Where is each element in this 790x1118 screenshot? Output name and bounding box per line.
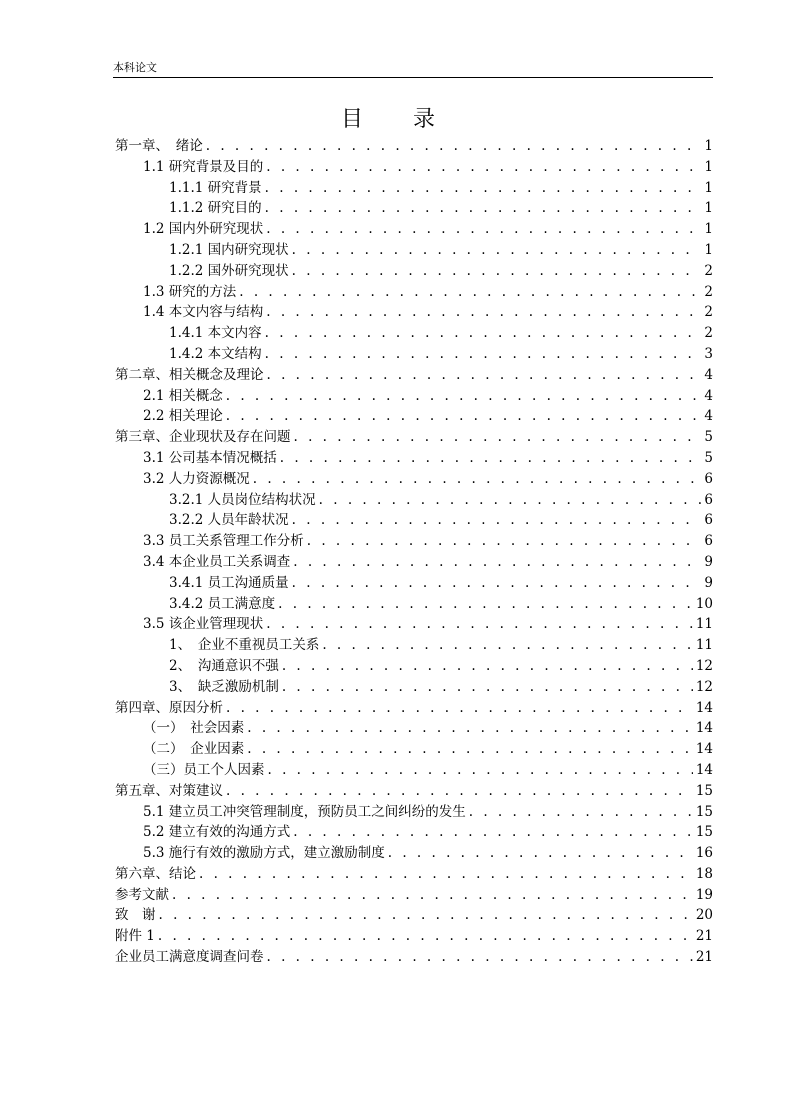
toc-entry-page: 9 [704, 574, 713, 591]
toc-entry-label: 1.2.2 国外研究现状 [169, 262, 289, 279]
toc-entry[interactable] [115, 219, 713, 240]
toc-entry-page: 14 [695, 720, 713, 737]
toc-leader-dots [266, 157, 701, 178]
toc-leader-dots [159, 905, 693, 926]
toc-leader-dots [226, 781, 693, 802]
toc-entry[interactable] [115, 573, 713, 594]
toc-leader-dots [265, 178, 702, 199]
toc-entry-page: 18 [695, 865, 713, 882]
toc-entry-label: 1.1 研究背景及目的 [143, 158, 264, 175]
toc-entry[interactable] [115, 594, 713, 615]
toc-leader-dots [265, 323, 702, 344]
toc-entry-label: 参考文献 [115, 886, 169, 903]
toc-entry[interactable] [115, 760, 713, 781]
toc-leader-dots [158, 926, 693, 947]
toc-entry[interactable] [115, 677, 713, 698]
toc-entry[interactable] [115, 614, 713, 635]
toc-entry-page: 16 [695, 845, 713, 862]
toc-entry-label: （一） 社会因素 [143, 720, 245, 737]
toc-entry-label: 3.2 人力资源概况 [143, 470, 250, 487]
toc-entry-label: 第六章、结论 [115, 865, 196, 882]
table-of-contents [115, 136, 713, 968]
toc-entry[interactable] [115, 802, 713, 823]
toc-title: 目 录 [340, 107, 449, 132]
toc-entry[interactable] [115, 552, 713, 573]
toc-entry-page: 2 [704, 304, 713, 321]
toc-entry-label: 1.1.2 研究目的 [169, 200, 262, 217]
toc-leader-dots [266, 302, 701, 323]
toc-entry[interactable] [115, 302, 713, 323]
toc-entry-label: 1.1.1 研究背景 [169, 179, 262, 196]
toc-entry-label: 3、 缺乏激励机制 [169, 678, 279, 695]
toc-entry-page: 4 [704, 387, 713, 404]
toc-entry-label: 附件 1 [115, 928, 155, 945]
toc-entry-page: 12 [695, 657, 713, 674]
toc-entry-label: 1.2 国内外研究现状 [143, 221, 264, 238]
toc-entry[interactable] [115, 448, 713, 469]
toc-leader-dots [239, 282, 701, 303]
toc-entry-page: 15 [695, 803, 713, 820]
toc-entry[interactable] [115, 240, 713, 261]
toc-entry-page: 6 [704, 470, 713, 487]
toc-leader-dots [292, 510, 702, 531]
toc-entry[interactable] [115, 656, 713, 677]
toc-entry[interactable] [115, 490, 713, 511]
toc-leader-dots [267, 365, 702, 386]
toc-entry-page: 6 [704, 533, 713, 550]
toc-entry[interactable] [115, 198, 713, 219]
toc-leader-dots [280, 448, 702, 469]
toc-leader-dots [268, 760, 693, 781]
toc-entry[interactable] [115, 136, 713, 157]
toc-entry-page: 10 [695, 595, 713, 612]
toc-entry-label: 第三章、企业现状及存在问题 [115, 429, 291, 446]
toc-leader-dots [266, 614, 693, 635]
toc-entry-label: （三）员工个人因素 [143, 761, 265, 778]
toc-entry[interactable] [115, 947, 713, 968]
toc-entry-page: 4 [704, 366, 713, 383]
toc-entry-label: 1.4 本文内容与结构 [143, 304, 264, 321]
toc-entry-page: 15 [695, 824, 713, 841]
toc-leader-dots [282, 656, 693, 677]
toc-entry-label: 3.2.1 人员岗位结构状况 [169, 491, 316, 508]
toc-entry-page: 1 [704, 241, 713, 258]
toc-entry-page: 3 [704, 345, 713, 362]
toc-entry-label: 1、 企业不重视员工关系 [169, 637, 320, 654]
toc-entry-page: 4 [704, 408, 713, 425]
toc-leader-dots [469, 802, 693, 823]
running-header: 本科论文 [113, 61, 157, 74]
toc-entry-page: 1 [704, 158, 713, 175]
toc-entry-page: 9 [704, 553, 713, 570]
toc-entry[interactable] [115, 406, 713, 427]
toc-entry[interactable] [115, 926, 713, 947]
toc-entry-label: 3.5 该企业管理现状 [143, 616, 264, 633]
toc-entry-page: 2 [704, 283, 713, 300]
toc-leader-dots [322, 635, 692, 656]
toc-entry[interactable] [115, 261, 713, 282]
toc-leader-dots [253, 469, 702, 490]
toc-entry-label: 3.4 本企业员工关系调查 [143, 553, 291, 570]
toc-entry-page: 21 [695, 928, 713, 945]
toc-entry-page: 1 [704, 221, 713, 238]
toc-entry-label: 1.3 研究的方法 [143, 283, 237, 300]
toc-entry-page: 14 [695, 761, 713, 778]
toc-entry-label: 1.4.2 本文结构 [169, 345, 262, 362]
toc-leader-dots [292, 240, 702, 261]
toc-leader-dots [226, 406, 702, 427]
toc-entry-page: 5 [704, 429, 713, 446]
toc-entry-page: 11 [695, 616, 713, 633]
toc-entry[interactable] [115, 531, 713, 552]
toc-leader-dots [199, 864, 693, 885]
toc-entry-label: 致 谢 [115, 907, 156, 924]
toc-leader-dots [292, 573, 702, 594]
toc-entry-page: 5 [704, 449, 713, 466]
toc-entry-label: 3.1 公司基本情况概括 [143, 449, 277, 466]
toc-entry-label: 1.2.1 国内研究现状 [169, 241, 289, 258]
toc-entry[interactable] [115, 427, 713, 448]
toc-entry-label: 2.1 相关概念 [143, 387, 223, 404]
toc-entry-label: 5.3 施行有效的激励方式，建立激励制度 [143, 845, 385, 862]
toc-entry-page: 12 [695, 678, 713, 695]
toc-entry-label: 企业员工满意度调查问卷 [115, 949, 264, 966]
toc-entry[interactable] [115, 157, 713, 178]
toc-entry-page: 14 [695, 699, 713, 716]
toc-entry-page: 21 [695, 949, 713, 966]
header-rule [113, 77, 713, 78]
toc-leader-dots [294, 427, 702, 448]
toc-entry-page: 1 [704, 138, 713, 154]
toc-entry[interactable] [115, 365, 713, 386]
toc-leader-dots [388, 843, 693, 864]
toc-entry[interactable] [115, 781, 713, 802]
toc-leader-dots [226, 386, 702, 407]
toc-entry[interactable] [115, 885, 713, 906]
toc-entry[interactable] [115, 386, 713, 407]
toc-entry-page: 1 [704, 179, 713, 196]
toc-entry-label: 5.1 建立员工冲突管理制度，预防员工之间纠纷的发生 [143, 803, 466, 820]
toc-entry[interactable] [115, 698, 713, 719]
toc-entry[interactable] [115, 323, 713, 344]
toc-entry-label: 3.4.1 员工沟通质量 [169, 574, 289, 591]
toc-entry-label: 1.4.1 本文内容 [169, 325, 262, 342]
toc-leader-dots [292, 261, 702, 282]
toc-entry-page: 11 [695, 637, 713, 654]
toc-entry-label: 5.2 建立有效的沟通方式 [143, 824, 291, 841]
toc-entry-label: 第五章、对策建议 [115, 782, 223, 799]
toc-leader-dots [265, 344, 702, 365]
toc-entry-page: 15 [695, 782, 713, 799]
toc-entry-page: 6 [704, 512, 713, 529]
toc-leader-dots [282, 677, 693, 698]
toc-leader-dots [307, 531, 702, 552]
toc-entry-page: 6 [704, 491, 713, 508]
toc-entry-label: 2、 沟通意识不强 [169, 657, 279, 674]
toc-entry[interactable] [115, 282, 713, 303]
toc-entry-page: 20 [695, 907, 713, 924]
toc-entry-page: 2 [704, 325, 713, 342]
toc-leader-dots [319, 490, 702, 511]
toc-entry[interactable] [115, 178, 713, 199]
toc-leader-dots [267, 947, 693, 968]
toc-entry-page: 14 [695, 741, 713, 758]
toc-leader-dots [278, 594, 693, 615]
toc-entry[interactable] [115, 718, 713, 739]
toc-entry-label: 2.2 相关理论 [143, 408, 223, 425]
toc-leader-dots [247, 739, 693, 760]
toc-entry[interactable] [115, 739, 713, 760]
toc-entry[interactable] [115, 905, 713, 926]
toc-entry-page: 2 [704, 262, 713, 279]
toc-entry-label: 3.3 员工关系管理工作分析 [143, 533, 304, 550]
toc-leader-dots [206, 136, 702, 157]
toc-entry[interactable] [115, 510, 713, 531]
toc-entry-label: 3.2.2 人员年龄状况 [169, 512, 289, 529]
toc-entry-label: 3.4.2 员工满意度 [169, 595, 276, 612]
toc-entry-label: 第二章、相关概念及理论 [115, 366, 264, 383]
toc-entry[interactable] [115, 843, 713, 864]
toc-entry-page: 19 [695, 886, 713, 903]
toc-leader-dots [226, 698, 693, 719]
toc-entry[interactable] [115, 344, 713, 365]
toc-entry[interactable] [115, 822, 713, 843]
toc-entry-label: 第一章、 绪论 [115, 138, 203, 154]
toc-entry-page: 1 [704, 200, 713, 217]
toc-leader-dots [293, 552, 701, 573]
toc-leader-dots [172, 885, 693, 906]
toc-entry[interactable] [115, 469, 713, 490]
toc-entry[interactable] [115, 635, 713, 656]
toc-leader-dots [247, 718, 693, 739]
toc-leader-dots [266, 219, 701, 240]
toc-leader-dots [293, 822, 693, 843]
toc-entry-label: （二） 企业因素 [143, 741, 245, 758]
toc-entry-label: 第四章、原因分析 [115, 699, 223, 716]
toc-entry[interactable] [115, 864, 713, 885]
toc-leader-dots [265, 198, 702, 219]
